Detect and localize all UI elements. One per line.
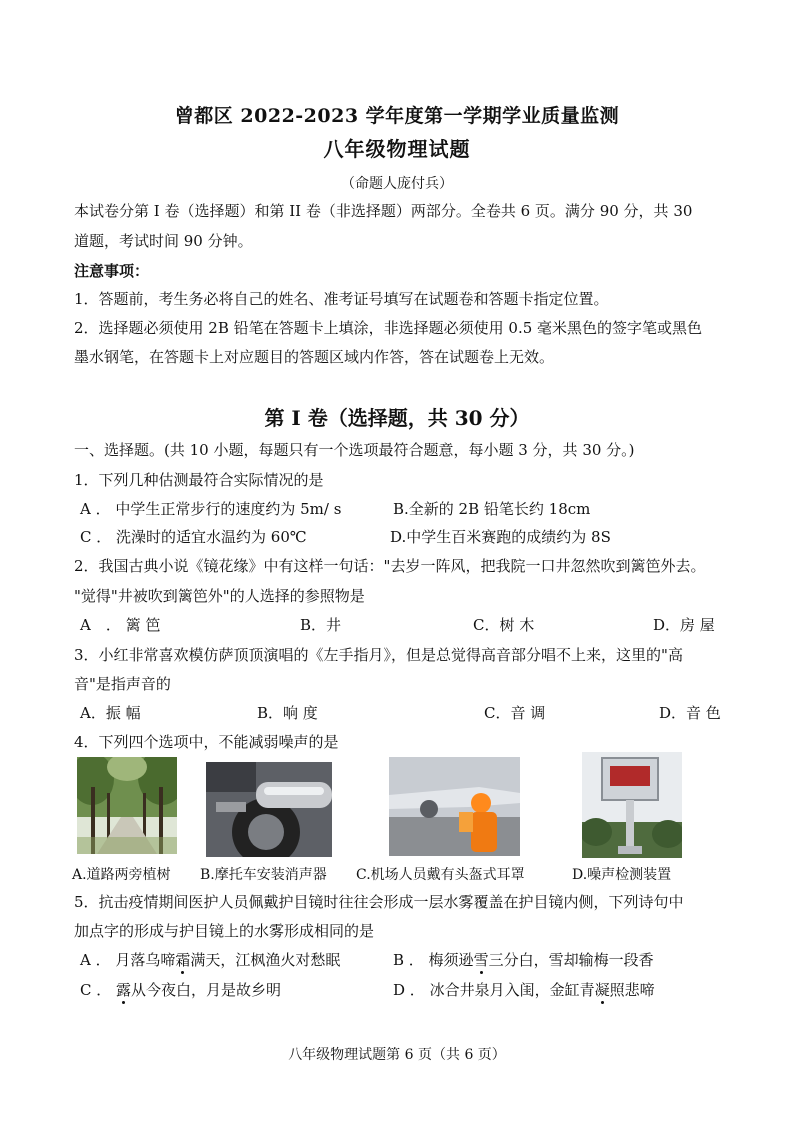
q5-option-a-pre: A ． 月落乌啼 bbox=[80, 951, 176, 969]
notes-heading: 注意事项： bbox=[74, 262, 150, 280]
exam-author: （命题人庞付兵） bbox=[341, 176, 453, 192]
q4-caption-c: C.机场人员戴有头盔式耳罩 bbox=[356, 867, 525, 883]
airport-worker-photo bbox=[389, 757, 520, 856]
q5-stem-1: 5．抗击疫情期间医护人员佩戴护目镜时往往会形成一层水雾覆盖在护目镜内侧，下列诗句中 bbox=[74, 893, 684, 911]
q5-option-b-pre: B ． 梅须逊 bbox=[393, 951, 474, 969]
q2-option-c: C．树 木 bbox=[473, 616, 535, 634]
q3-option-a: A．振 幅 bbox=[80, 704, 141, 722]
q2-option-a: A ． 篱 笆 bbox=[80, 616, 161, 634]
q5-option-a-dotted: 霜 bbox=[175, 951, 191, 969]
section-instruction: 一、选择题。(共 10 小题，每题只有一个选项最符合题意，每小题 3 分，共 30 分。) bbox=[74, 441, 635, 459]
q5-option-c-pre: C ． bbox=[80, 981, 117, 999]
q1-option-a: A ． 中学生正常步行的速度约为 5m/ s bbox=[80, 500, 342, 518]
q1-option-d: D.中学生百米赛跑的成绩约为 8S bbox=[390, 528, 611, 546]
intro-line-2: 道题，考试时间 90 分钟。 bbox=[74, 232, 253, 250]
section-title: 第 I 卷（选择题，共 30 分） bbox=[264, 406, 530, 430]
q5-option-c bbox=[80, 980, 281, 1000]
q5-option-c-post: 从今夜白，月是故乡明 bbox=[131, 981, 282, 999]
q4-caption-d: D.噪声检测装置 bbox=[572, 867, 672, 883]
notes-item-2a: 2．选择题必须使用 2B 铅笔在答题卡上填涂，非选择题必须使用 0.5 毫米黑色的签字笔或黑色 bbox=[74, 319, 703, 337]
q3-stem-2: 音"是指声音的 bbox=[74, 675, 171, 693]
page-footer: 八年级物理试题第 6 页（共 6 页） bbox=[288, 1047, 506, 1063]
intro-line-1: 本试卷分第 I 卷（选择题）和第 II 卷（非选择题）两部分。全卷共 6 页。满分 90 分，共 30 bbox=[74, 202, 693, 220]
q4-caption-a: A.道路两旁植树 bbox=[72, 867, 171, 883]
q5-option-a bbox=[80, 950, 340, 970]
q1-option-c: C ． 洗澡时的适宜水温约为 60℃ bbox=[80, 528, 307, 546]
noise-monitor-photo bbox=[582, 752, 682, 858]
q5-option-b-dotted: 雪 bbox=[473, 951, 489, 969]
q3-stem-1: 3．小红非常喜欢模仿萨顶顶演唱的《左手指月》，但是总觉得高音部分唱不上来，这里的"高 bbox=[74, 646, 683, 664]
q3-option-c: C．音 调 bbox=[484, 704, 546, 722]
exam-title: 曾都区 2022-2023 学年度第一学期学业质量监测 bbox=[174, 105, 620, 127]
q3-option-b: B．响 度 bbox=[257, 704, 318, 722]
q5-option-d-post: 照悲啼 bbox=[609, 981, 655, 999]
notes-item-2b: 墨水钢笔，在答题卡上对应题目的答题区域内作答，答在试题卷上无效。 bbox=[74, 348, 555, 366]
q1-option-b: B.全新的 2B 铅笔长约 18cm bbox=[393, 500, 591, 518]
motorcycle-muffler-photo bbox=[206, 762, 332, 857]
q2-stem-1: 2．我国古典小说《镜花缘》中有这样一句话："去岁一阵风，把我院一口井忽然吹到篱笆外去。 bbox=[74, 557, 706, 575]
q2-option-d: D．房 屋 bbox=[653, 616, 715, 634]
q2-option-b: B．井 bbox=[300, 616, 342, 634]
q5-option-c-dotted: 露 bbox=[116, 981, 132, 999]
q2-stem-2: "觉得"井被吹到篱笆外"的人选择的参照物是 bbox=[74, 587, 365, 605]
tree-road-photo bbox=[77, 757, 177, 854]
q5-option-d bbox=[393, 980, 655, 1000]
q5-option-b-post: 三分白，雪却输梅一段香 bbox=[488, 951, 654, 969]
notes-item-1: 1．答题前，考生务必将自己的姓名、准考证号填写在试题卷和答题卡指定位置。 bbox=[74, 290, 609, 308]
q3-option-d: D．音 色 bbox=[659, 704, 721, 722]
q5-option-d-dotted: 凝 bbox=[594, 981, 610, 999]
q5-stem-2: 加点字的形成与护目镜上的水雾形成相同的是 bbox=[74, 922, 375, 940]
exam-subtitle: 八年级物理试题 bbox=[323, 137, 471, 161]
q4-caption-b: B.摩托车安装消声器 bbox=[200, 867, 327, 883]
q5-option-a-post: 满天，江枫渔火对愁眠 bbox=[190, 951, 341, 969]
q5-option-b bbox=[393, 950, 654, 970]
q4-stem: 4．下列四个选项中，不能减弱噪声的是 bbox=[74, 733, 339, 751]
q5-option-d-pre: D ． 冰合井泉月入闺，金缸青 bbox=[393, 981, 595, 999]
q1-stem: 1．下列几种估测最符合实际情况的是 bbox=[74, 471, 324, 489]
